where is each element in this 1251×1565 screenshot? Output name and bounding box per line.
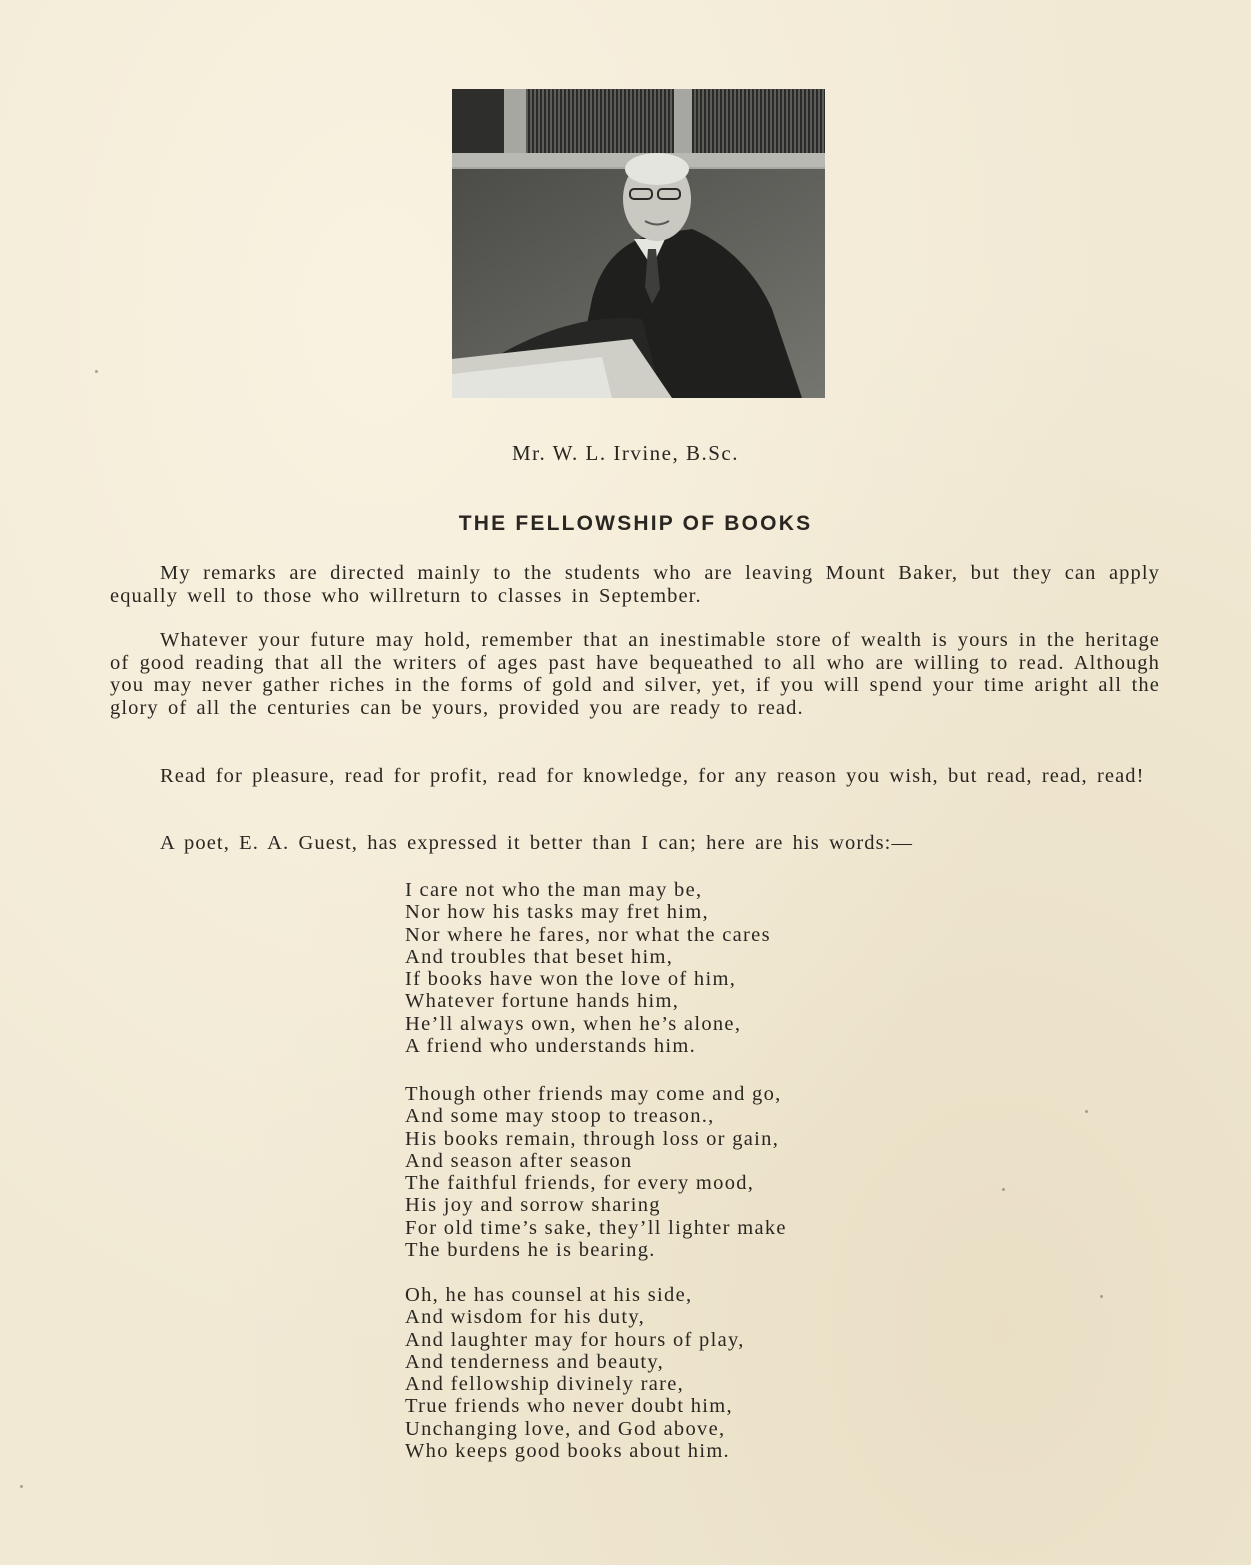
poem-line: I care not who the man may be,	[405, 879, 703, 901]
article-title: THE FELLOWSHIP OF BOOKS	[458, 512, 813, 535]
poem-line: Nor how his tasks may fret him,	[405, 901, 709, 924]
poem-line: Nor where he fares, nor what the cares	[405, 923, 771, 946]
poem-line: And season after season	[405, 1149, 633, 1172]
poem-stanza-3	[405, 1284, 925, 1462]
poem-line: For old time’s sake, they’ll lighter make	[405, 1216, 787, 1239]
poem-line: And fellowship divinely rare,	[405, 1373, 685, 1396]
paragraph-poet-intro	[110, 832, 1160, 855]
paragraph-heritage	[110, 629, 1160, 719]
poem-line: And tenderness and beauty,	[405, 1350, 665, 1373]
paragraph-intro	[110, 562, 1160, 607]
paragraph-text: A poet, E. A. Guest, has expressed it better than I can; here are his words:—	[160, 832, 914, 854]
paper-speck	[1100, 1295, 1103, 1298]
paragraph-read	[110, 765, 1160, 788]
poem-line: A friend who understands him.	[405, 1035, 697, 1058]
poem-line: True friends who never doubt him,	[405, 1395, 733, 1418]
poem-line: If books have won the love of him,	[405, 968, 737, 991]
paragraph-text: My remarks are directed mainly to the students who are leaving Mount Baker, but they can apply equally well to those who willreturn to classes in September.	[110, 562, 1160, 607]
poem-line: He’ll always own, when he’s alone,	[405, 1012, 742, 1035]
poem-line: His joy and sorrow sharing	[405, 1194, 661, 1217]
paper-speck	[20, 1485, 23, 1488]
paper-speck	[1085, 1110, 1088, 1113]
portrait-photo	[452, 89, 825, 398]
poem-line: The faithful friends, for every mood,	[405, 1172, 755, 1195]
poem-line: Though other friends may come and go,	[405, 1083, 782, 1105]
photo-caption: Mr. W. L. Irvine, B.Sc.	[512, 441, 739, 465]
paragraph-text: Read for pleasure, read for profit, read for knowledge, for any reason you wish, but read, read, read!	[160, 765, 1145, 787]
poem-line: Unchanging love, and God above,	[405, 1417, 726, 1440]
poem-stanza-1	[405, 879, 925, 1057]
paragraph-text: Whatever your future may hold, remember that an inestimable store of wealth is yours in the heritage of good reading that all the writers of ages past have bequeathed to all who are willing to read. Although you may never gather riches in the forms of gold and silver, yet, if you will spend your time aright all the glory of all the centuries can be yours, provided you are ready to read.	[110, 629, 1160, 719]
poem-line: The burdens he is bearing.	[405, 1239, 656, 1262]
poem-line: Who keeps good books about him.	[405, 1440, 730, 1463]
paper-speck	[1002, 1188, 1005, 1191]
poem-line: And laughter may for hours of play,	[405, 1328, 745, 1351]
poem-line: Whatever fortune hands him,	[405, 990, 680, 1013]
poem-line: And troubles that beset him,	[405, 945, 674, 968]
poem-line: And wisdom for his duty,	[405, 1306, 645, 1329]
paper-speck	[95, 370, 98, 373]
poem-line: Oh, he has counsel at his side,	[405, 1284, 693, 1306]
poem-line: And some may stoop to treason.,	[405, 1105, 715, 1128]
poem-line: His books remain, through loss or gain,	[405, 1127, 780, 1150]
poem-stanza-2	[405, 1083, 925, 1261]
